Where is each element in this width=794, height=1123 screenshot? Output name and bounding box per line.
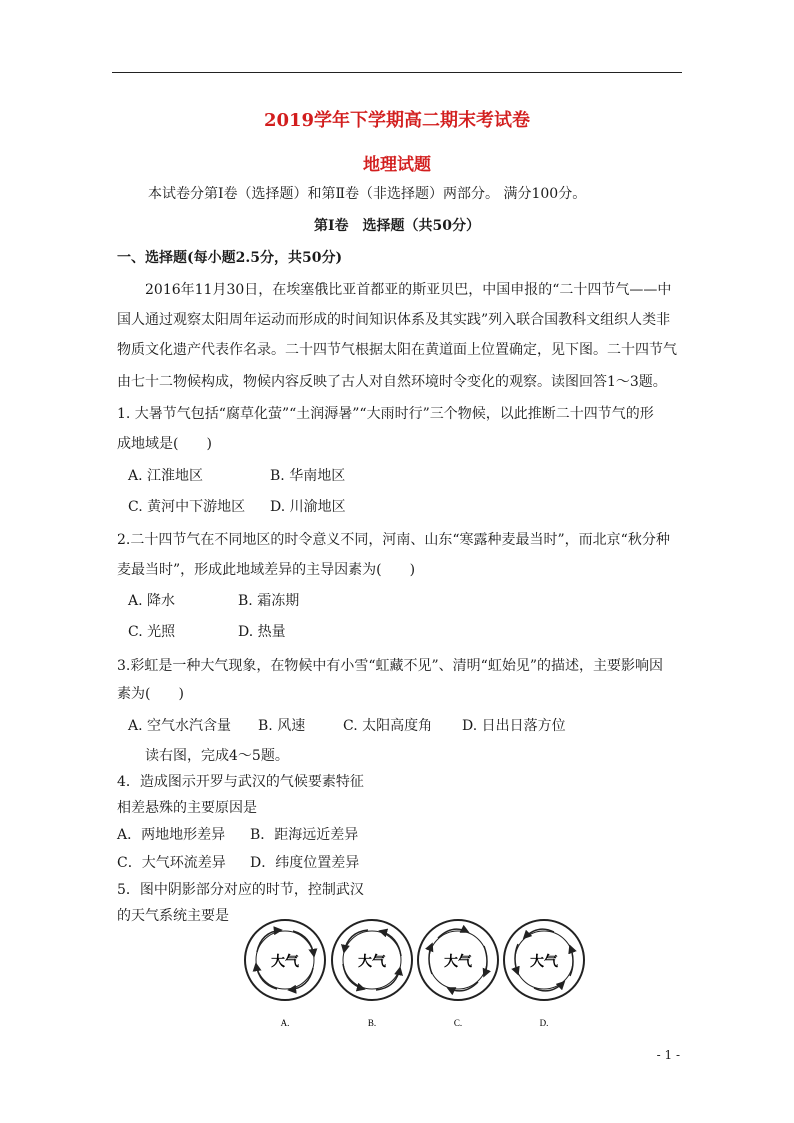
q1-option-b: B. 华南地区: [270, 468, 346, 484]
center-label: 大气: [358, 953, 386, 969]
q2-option-b: B. 霜冻期: [238, 593, 300, 609]
figure-label-a: A.: [280, 1018, 290, 1028]
q2-option-c: C. 光照: [128, 624, 176, 640]
part1-title: 第Ⅰ卷 选择题（共50分）: [313, 218, 481, 234]
top-rule: [112, 72, 682, 73]
q4-option-c: C．大气环流差异: [117, 855, 226, 871]
q3-option-b: B. 风速: [258, 718, 306, 734]
q1-option-a: A. 江淮地区: [128, 468, 204, 484]
q4-text: 相差悬殊的主要原因是: [117, 800, 257, 816]
q3-text: 素为( ): [117, 686, 184, 702]
page-number: - 1 -: [656, 1048, 680, 1062]
q5-text: 的天气系统主要是: [117, 908, 229, 924]
passage-line: 国人通过观察太阳周年运动而形成的时间知识体系及其实践”列入联合国教科文组织人类非: [117, 312, 671, 328]
figure-label-b: B.: [367, 1018, 377, 1028]
q5-text: 5．图中阴影部分对应的时节，控制武汉: [117, 882, 364, 898]
q3-option-d: D. 日出日落方位: [462, 718, 566, 734]
passage-line: 物质文化遗产代表作名录。二十四节气根据太阳在黄道面上位置确定，见下图。二十四节气: [117, 342, 677, 358]
passage-line: 2016年11月30日，在埃塞俄比亚首都亚的斯亚贝巴，中国申报的“二十四节气——中: [145, 282, 672, 298]
diagram-a: [245, 920, 325, 1000]
q1-text: 1. 大暑节气包括“腐草化萤”“土润溽暑”“大雨时行”三个物候，以此推断二十四节气的形: [117, 406, 654, 422]
diagram-b: [332, 920, 412, 1000]
q4-option-b: B．距海远近差异: [250, 827, 359, 843]
q2-option-d: D. 热量: [238, 624, 286, 640]
pressure-system-figure: [240, 908, 590, 1038]
passage-line: 由七十二物候构成，物候内容反映了古人对自然环境时令变化的观察。读图回答1～3题。: [117, 374, 667, 390]
q1-option-d: D. 川渝地区: [270, 499, 346, 515]
figure-label-c: C.: [453, 1018, 463, 1028]
q2-text: 麦最当时”，形成此地域差异的主导因素为( ): [117, 562, 416, 578]
figure-label-d: D.: [539, 1018, 549, 1028]
q4-option-d: D．纬度位置差异: [250, 855, 360, 871]
exam-subtitle: 地理试题: [363, 155, 431, 175]
q3-text: 3.彩虹是一种大气现象，在物候中有小雪“虹藏不见”、清明“虹始见”的描述，主要影响因: [117, 658, 663, 674]
q1-text: 成地域是( ): [117, 436, 212, 452]
read-note: 读右图，完成4～5题。: [145, 748, 289, 764]
q3-option-c: C. 太阳高度角: [343, 718, 433, 734]
section1-title: 一、选择题(每小题2.5分，共50分): [117, 250, 343, 266]
intro-text: 本试卷分第Ⅰ卷（选择题）和第Ⅱ卷（非选择题）两部分。 满分100分。: [148, 186, 587, 202]
exam-title: 2019学年下学期高二期末考试卷: [263, 110, 531, 131]
q3-option-a: A. 空气水汽含量: [128, 718, 232, 734]
q4-text: 4．造成图示开罗与武汉的气候要素特征: [117, 774, 364, 790]
q2-text: 2.二十四节气在不同地区的时令意义不同，河南、山东“寒露种麦最当时”，而北京“秋分种: [117, 532, 670, 548]
q4-option-a: A．两地地形差异: [117, 827, 226, 843]
center-label: 大气: [271, 953, 299, 969]
center-label: 大气: [444, 953, 472, 969]
q2-option-a: A. 降水: [128, 593, 176, 609]
diagram-c: [418, 920, 498, 1000]
diagram-d: [504, 920, 584, 1000]
center-label: 大气: [530, 953, 558, 969]
q1-option-c: C. 黄河中下游地区: [128, 499, 246, 515]
